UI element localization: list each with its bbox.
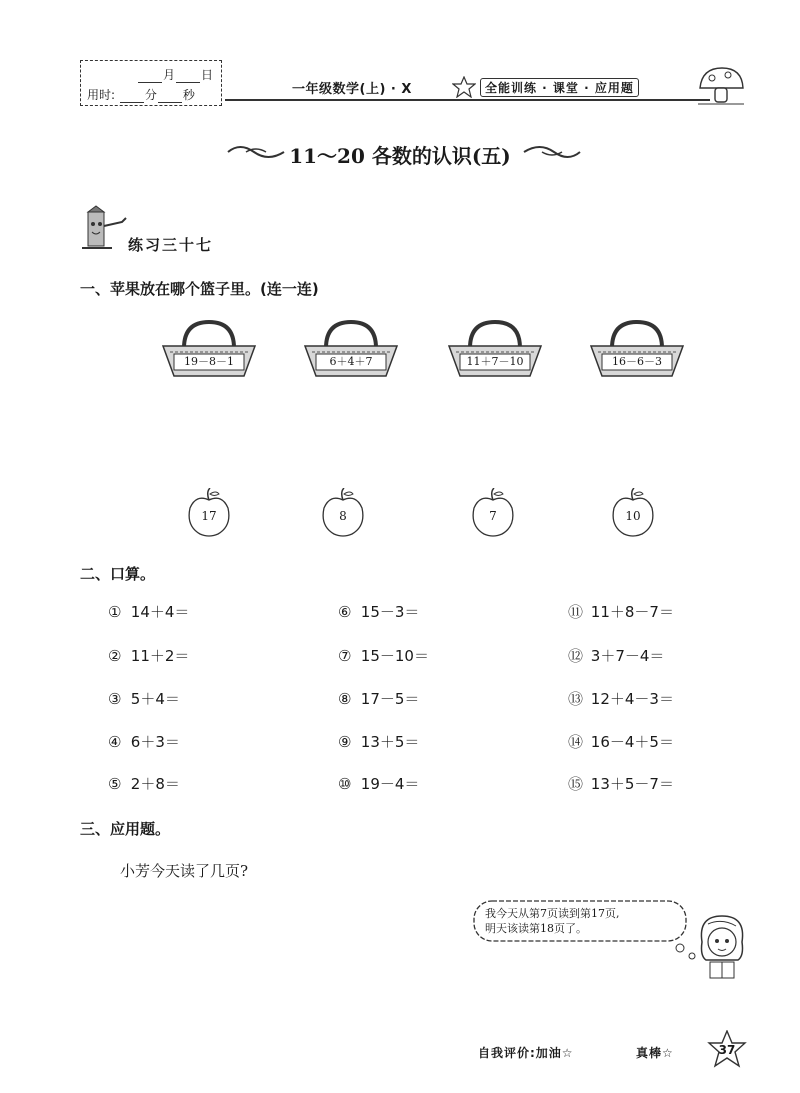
apple-number: 10	[625, 509, 641, 523]
self-evaluation: 自我评价:加油☆	[478, 1046, 574, 1060]
mental-math-3: ③ 5＋4＝	[108, 690, 180, 708]
mental-math-5: ⑤ 2＋8＝	[108, 775, 180, 793]
mental-math-14: ⑭ 16－4＋5＝	[568, 733, 674, 751]
basket-icon	[302, 318, 400, 380]
header-slogan: 全能训练 · 课堂 · 应用题	[480, 78, 639, 97]
star-icon	[452, 76, 476, 98]
book-title: 一年级数学(上) · X	[292, 82, 412, 97]
basket-4[interactable]	[588, 318, 686, 380]
time-label: 用时:	[87, 88, 116, 102]
word-problem-question: 小芳今天读了几页?	[120, 862, 249, 880]
mental-math-9: ⑨ 13＋5＝	[338, 733, 420, 751]
mental-math-6: ⑥ 15－3＝	[338, 603, 420, 621]
second-label: 秒	[182, 88, 195, 102]
mental-math-2: ② 11＋2＝	[108, 647, 190, 665]
apple-4[interactable]	[610, 488, 656, 538]
month-label: 月	[162, 68, 175, 82]
apple-number: 17	[201, 509, 217, 523]
mental-math-7: ⑦ 15－10＝	[338, 647, 429, 665]
date-time-box	[80, 60, 222, 106]
exercise-label: 练习三十七	[128, 236, 214, 254]
mental-math-4: ④ 6＋3＝	[108, 733, 180, 751]
header-rule	[225, 99, 710, 101]
basket-label: 16－6－3	[612, 355, 662, 368]
apple-2[interactable]	[320, 488, 366, 538]
speech-bubble	[470, 898, 692, 946]
basket-1[interactable]	[160, 318, 258, 380]
mental-math-12: ⑫ 3＋7－4＝	[568, 647, 665, 665]
mental-math-1: ① 14＋4＝	[108, 603, 190, 621]
apple-number: 7	[489, 509, 497, 523]
time-row	[87, 86, 195, 103]
minute-label: 分	[144, 88, 157, 102]
date-row	[81, 66, 213, 83]
section2-heading: 二、口算。	[80, 565, 156, 583]
basket-icon	[160, 318, 258, 380]
day-label: 日	[200, 68, 213, 82]
apple-number: 8	[339, 509, 347, 523]
mental-math-10: ⑩ 19－4＝	[338, 775, 420, 793]
basket-label: 19－8－1	[184, 355, 234, 368]
pencil-mascot-icon	[78, 204, 130, 254]
good-rating: 真棒☆	[636, 1046, 674, 1060]
basket-3[interactable]	[446, 318, 544, 380]
mental-math-15: ⑮ 13＋5－7＝	[568, 775, 674, 793]
apple-3[interactable]	[470, 488, 516, 538]
mental-math-11: ⑪ 11＋8－7＝	[568, 603, 674, 621]
page-number-badge	[707, 1030, 747, 1070]
mental-math-13: ⑬ 12＋4－3＝	[568, 690, 674, 708]
speech-line-1: 我今天从第7页读到第17页,	[485, 907, 620, 920]
basket-2[interactable]	[302, 318, 400, 380]
speech-line-2: 明天该读第18页了。	[485, 922, 587, 935]
basket-icon	[446, 318, 544, 380]
speech-text	[485, 906, 681, 936]
apple-1[interactable]	[186, 488, 232, 538]
section1-heading: 一、苹果放在哪个篮子里。(连一连)	[80, 280, 319, 298]
page-title: 11～20 各数的认识(五)	[289, 144, 511, 168]
page-number: 37	[718, 1043, 736, 1057]
basket-label: 6＋4＋7	[329, 355, 373, 368]
right-ornament-icon	[522, 140, 582, 164]
basket-label: 11＋7－10	[466, 355, 524, 368]
mental-math-8: ⑧ 17－5＝	[338, 690, 420, 708]
section3-heading: 三、应用题。	[80, 820, 171, 838]
basket-icon	[588, 318, 686, 380]
girl-reading-icon	[694, 912, 750, 984]
